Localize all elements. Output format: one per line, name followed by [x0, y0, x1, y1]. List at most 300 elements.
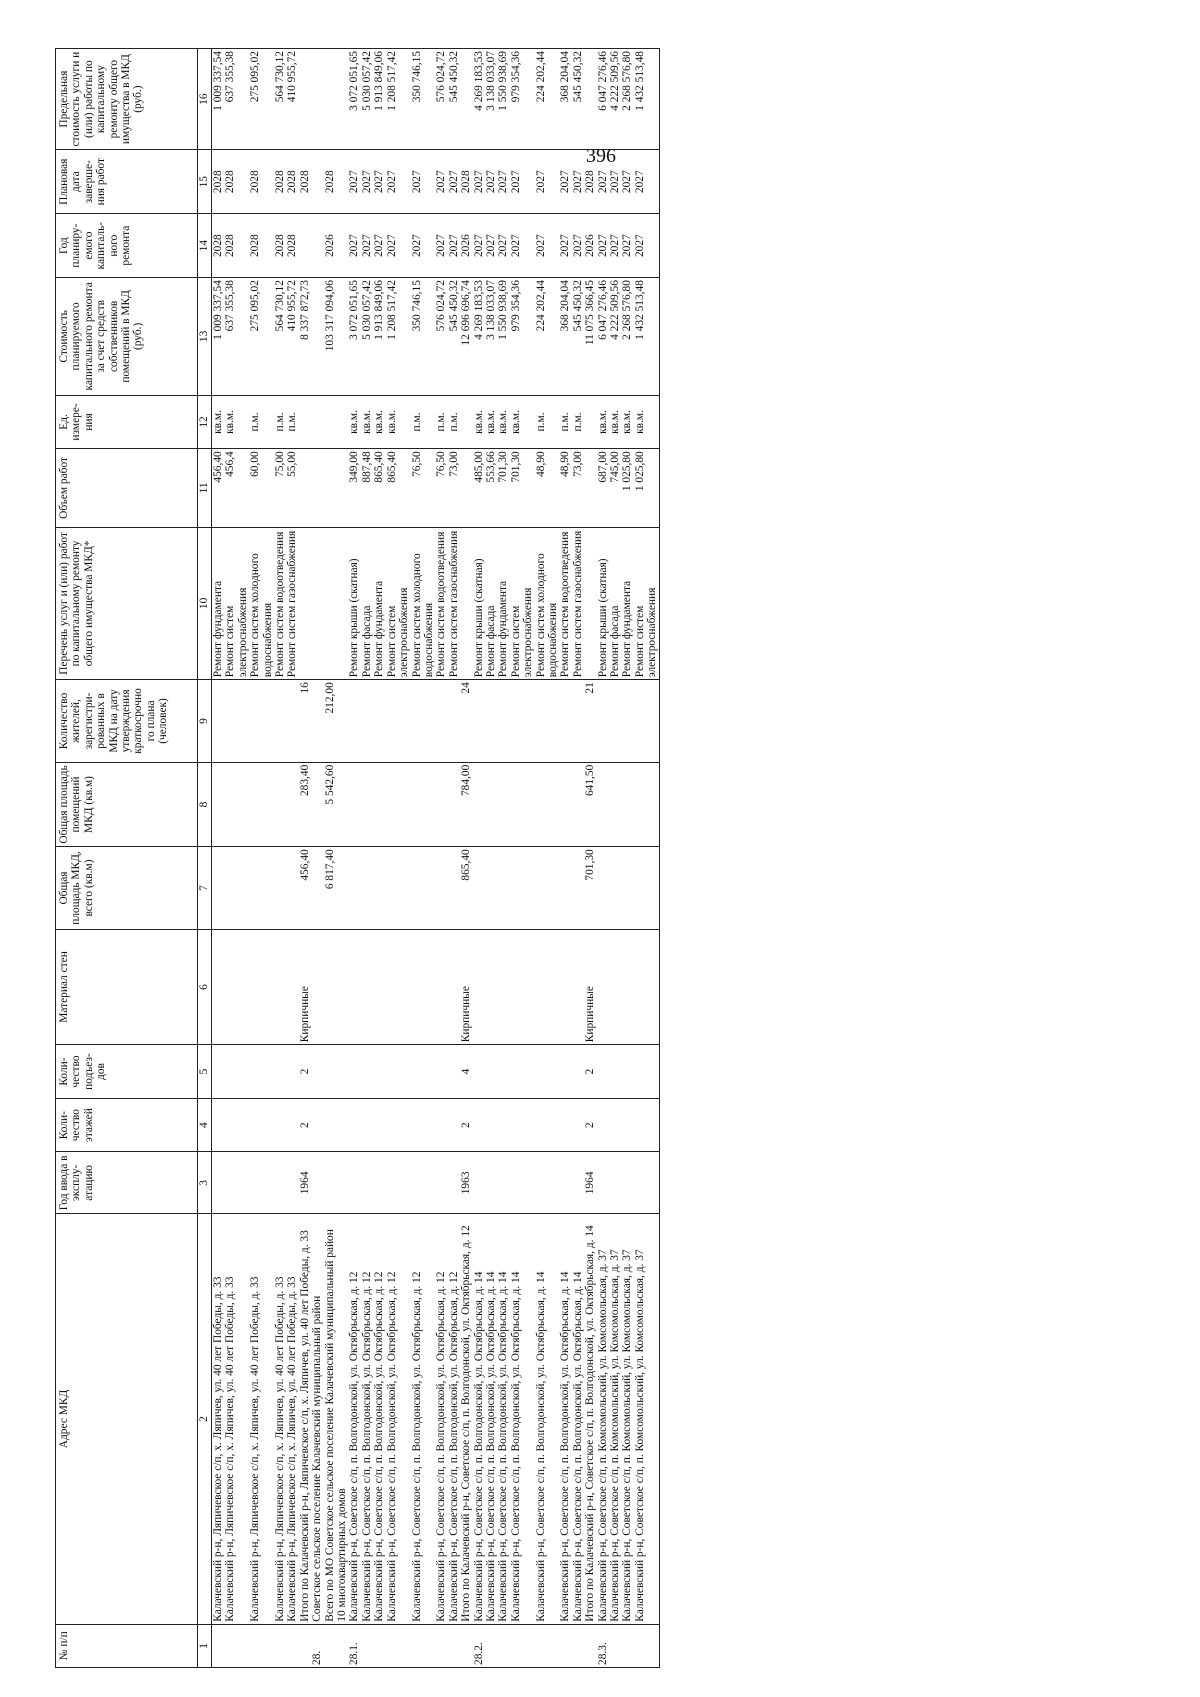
table-cell: 11 075 366,45 [584, 278, 596, 396]
table-cell [597, 1152, 609, 1214]
table-cell: 2 268 576,80 [621, 278, 633, 396]
table-cell: 2027 [510, 214, 535, 278]
table-cell: Ремонт крыши (скатная) [473, 527, 485, 680]
table-cell [373, 680, 385, 762]
table-cell: 545 450,32 [572, 49, 584, 150]
table-cell [336, 395, 348, 449]
table-cell [311, 395, 323, 449]
table-cell [510, 680, 535, 762]
table-cell [448, 1098, 460, 1152]
table-cell: 4 269 183,53 [473, 49, 485, 150]
table-cell: 701,30 [584, 847, 596, 929]
table-cell [435, 929, 447, 1044]
table-cell [535, 1098, 560, 1152]
table-cell [361, 847, 373, 929]
table-cell [597, 847, 609, 929]
table-cell: Ремонт фундамента [373, 527, 385, 680]
table-row [386, 49, 411, 1668]
table-cell: 2028 [460, 150, 472, 214]
table-cell [336, 1098, 348, 1152]
table-cell [311, 1045, 323, 1099]
table-cell [336, 49, 348, 150]
table-cell: 456,4 [224, 449, 249, 527]
table-cell [435, 1152, 447, 1214]
table-cell [559, 1098, 571, 1152]
table-cell [274, 1624, 286, 1667]
table-cell [336, 150, 348, 214]
table-cell: Калачевский р-н, Ляпичевское с/п, х. Ляпичев, ул. 40 лет Победы, д. 33 [212, 1214, 225, 1624]
table-cell: 6 047 276,46 [597, 49, 609, 150]
table-cell [311, 449, 323, 527]
table-cell [274, 1152, 286, 1214]
table-row [274, 49, 286, 1668]
table-cell [249, 1045, 274, 1099]
table-cell [224, 762, 249, 847]
table-cell [497, 1152, 509, 1214]
table-cell [286, 762, 298, 847]
column-number: 5 [198, 1045, 212, 1099]
table-cell [634, 1152, 659, 1214]
table-cell: п.м. [435, 395, 447, 449]
table-cell: 275 095,02 [249, 49, 274, 150]
table-cell: Ремонт фундамента [212, 527, 225, 680]
table-cell: 545 450,32 [448, 49, 460, 150]
table-cell: 28.3. [597, 1624, 609, 1667]
table-cell [386, 762, 411, 847]
table-cell [473, 1098, 485, 1152]
table-cell [497, 1624, 509, 1667]
table-body [212, 49, 660, 1668]
table-cell [584, 395, 596, 449]
table-cell: 2027 [572, 214, 584, 278]
table-cell: 73,00 [572, 449, 584, 527]
table-cell: Кирпичные [584, 929, 596, 1044]
table-cell [299, 214, 311, 278]
table-cell: 1 009 337,54 [212, 278, 225, 396]
table-row [460, 49, 472, 1668]
table-cell: 16 [299, 680, 311, 762]
column-header: Количество жителей, зарегистри-рованных в МКД на дату утверждения краткосрочно го плана (человек) [56, 680, 198, 762]
table-cell: 701,30 [497, 449, 509, 527]
table-cell [348, 1152, 360, 1214]
table-cell: 1 550 938,69 [497, 49, 509, 150]
table-cell [448, 1045, 460, 1099]
column-number: 1 [198, 1624, 212, 1667]
table-row [559, 49, 571, 1668]
table-cell: Калачевский р-н, Советское с/п, п. Волгодонской, ул. Октябрьская, д. 12 [348, 1214, 360, 1624]
table-row [535, 49, 560, 1668]
table-cell: 76,50 [411, 449, 436, 527]
table-row [448, 49, 460, 1668]
table-cell [485, 847, 497, 929]
table-cell [224, 1045, 249, 1099]
table-cell [373, 1152, 385, 1214]
table-cell: 2028 [286, 214, 298, 278]
table-cell: Ремонт систем электроснабжения [634, 527, 659, 680]
table-cell [212, 847, 225, 929]
table-cell: 2027 [510, 150, 535, 214]
column-header: Объем работ [56, 449, 198, 527]
table-cell [460, 449, 472, 527]
table-cell: п.м. [411, 395, 436, 449]
table-cell [348, 929, 360, 1044]
table-cell: 564 730,12 [274, 49, 286, 150]
table-cell [609, 680, 621, 762]
table-row [249, 49, 274, 1668]
table-cell [497, 1045, 509, 1099]
table-cell [336, 847, 348, 929]
table-cell [336, 214, 348, 278]
table-cell: 2028 [324, 150, 336, 214]
table-cell [535, 680, 560, 762]
table-row [473, 49, 485, 1668]
table-cell: 8 337 872,73 [299, 278, 311, 396]
table-cell: 1 025,80 [634, 449, 659, 527]
table-cell [411, 1624, 436, 1667]
table-cell: 2028 [224, 214, 249, 278]
table-cell: Советское сельское поселение Калачевский муниципальный район [311, 1214, 323, 1624]
table-cell: 3 138 033,07 [485, 49, 497, 150]
column-header: Общая площадь МКД, всего (кв.м) [56, 847, 198, 929]
table-cell: Калачевский р-н, Советское с/п, п. Волгодонской, ул. Октябрьская, д. 12 [386, 1214, 411, 1624]
table-cell [559, 762, 571, 847]
table-cell: 224 202,44 [535, 278, 560, 396]
table-cell: Калачевский р-н, Ляпичевское с/п, х. Ляпичев, ул. 40 лет Победы, д. 33 [274, 1214, 286, 1624]
table-cell [473, 680, 485, 762]
table-cell: 2028 [286, 150, 298, 214]
table-cell [435, 762, 447, 847]
table-cell [411, 1152, 436, 1214]
table-cell [448, 1152, 460, 1214]
table-cell: Калачевский р-н, Советское с/п, п. Волгодонской, ул. Октябрьская, д. 12 [411, 1214, 436, 1624]
table-cell: 4 222 509,56 [609, 49, 621, 150]
table-cell: 1 208 517,42 [386, 278, 411, 396]
table-cell: 485,00 [473, 449, 485, 527]
table-cell [634, 847, 659, 929]
column-number: 13 [198, 278, 212, 396]
table-cell [373, 762, 385, 847]
table-cell [274, 929, 286, 1044]
table-cell: Калачевский р-н, Советское с/п, п. Комсомольский, ул. Комсомольская, д. 37 [634, 1214, 659, 1624]
table-cell [411, 1098, 436, 1152]
table-cell [286, 680, 298, 762]
table-cell: п.м. [535, 395, 560, 449]
table-cell: 545 450,32 [572, 278, 584, 396]
table-cell [324, 49, 336, 150]
table-cell [299, 1624, 311, 1667]
table-cell [373, 1098, 385, 1152]
table-cell [311, 527, 323, 680]
table-cell: 5 030 057,42 [361, 49, 373, 150]
table-cell: 2026 [584, 214, 596, 278]
table-cell: 2027 [621, 214, 633, 278]
table-cell [311, 1152, 323, 1214]
table-cell [373, 929, 385, 1044]
table-cell [572, 929, 584, 1044]
table-cell [336, 449, 348, 527]
table-cell [435, 1045, 447, 1099]
table-cell: 75,00 [274, 449, 286, 527]
table-cell: Калачевский р-н, Советское с/п, п. Волгодонской, ул. Октябрьская, д. 14 [497, 1214, 509, 1624]
capital-repair-table [55, 48, 660, 1668]
table-cell [485, 762, 497, 847]
table-cell: 350 746,15 [411, 49, 436, 150]
table-cell [249, 680, 274, 762]
table-cell [348, 1045, 360, 1099]
table-cell [224, 847, 249, 929]
table-cell: Калачевский р-н, Ляпичевское с/п, х. Ляпичев, ул. 40 лет Победы, д. 33 [286, 1214, 298, 1624]
table-cell: Ремонт систем газоснабжения [286, 527, 298, 680]
table-cell [559, 847, 571, 929]
table-cell [497, 680, 509, 762]
table-cell [621, 762, 633, 847]
table-cell: Калачевский р-н, Советское с/п, п. Комсомольский, ул. Комсомольская, д. 37 [597, 1214, 609, 1624]
table-cell: 701,30 [510, 449, 535, 527]
table-cell: п.м. [286, 395, 298, 449]
table-cell: Ремонт систем электроснабжения [510, 527, 535, 680]
table-cell [324, 1152, 336, 1214]
table-cell: Ремонт систем электроснабжения [386, 527, 411, 680]
table-cell: 2027 [497, 214, 509, 278]
table-cell [212, 1098, 225, 1152]
column-header: Адрес МКД [56, 1214, 198, 1624]
table-cell: п.м. [274, 395, 286, 449]
table-cell: 2 [584, 1045, 596, 1099]
column-number: 8 [198, 762, 212, 847]
table-cell [286, 847, 298, 929]
table-cell: 28.2. [473, 1624, 485, 1667]
table-cell [609, 1098, 621, 1152]
table-cell [435, 847, 447, 929]
table-cell [485, 1045, 497, 1099]
table-cell: 1 550 938,69 [497, 278, 509, 396]
table-cell [572, 680, 584, 762]
table-row [311, 49, 323, 1668]
column-header: Материал стен [56, 929, 198, 1044]
column-header: Год ввода в эксплу-атацию [56, 1152, 198, 1214]
table-cell: 2027 [411, 214, 436, 278]
table-cell [224, 929, 249, 1044]
table-cell [299, 449, 311, 527]
table-cell [212, 929, 225, 1044]
table-cell: 2028 [224, 150, 249, 214]
table-row [572, 49, 584, 1668]
table-cell [212, 1624, 225, 1667]
table-cell [621, 1624, 633, 1667]
column-header: Стоимость планируемого капитального ремонта за счет средств собственников помещений в МКД (руб.) [56, 278, 198, 396]
table-cell: 2028 [249, 150, 274, 214]
table-cell [609, 1624, 621, 1667]
table-cell [361, 1152, 373, 1214]
table-cell: Ремонт систем электроснабжения [224, 527, 249, 680]
column-number: 9 [198, 680, 212, 762]
table-cell: 1 913 849,06 [373, 278, 385, 396]
table-cell [572, 1624, 584, 1667]
table-cell [311, 680, 323, 762]
table-cell: 2027 [535, 214, 560, 278]
table-cell: 2 [460, 1098, 472, 1152]
table-cell: 2027 [497, 150, 509, 214]
table-cell [435, 1624, 447, 1667]
table-cell [572, 1045, 584, 1099]
table-cell [597, 1098, 609, 1152]
table-cell: Всего по МО Советское сельское поселение Калачевский муниципальный район [324, 1214, 336, 1624]
table-cell [311, 214, 323, 278]
table-cell [361, 680, 373, 762]
table-cell [311, 49, 323, 150]
column-header: Коли-чество этажей [56, 1098, 198, 1152]
table-cell: Калачевский р-н, Советское с/п, п. Волгодонской, ул. Октябрьская, д. 12 [435, 1214, 447, 1624]
table-cell: 212,00 [324, 680, 336, 762]
table-cell: 456,40 [212, 449, 225, 527]
page-number: 396 [586, 145, 616, 167]
table-cell: Ремонт фундамента [497, 527, 509, 680]
table-cell: Ремонт фундамента [621, 527, 633, 680]
table-cell [584, 449, 596, 527]
table-cell [634, 1624, 659, 1667]
table-cell [473, 1045, 485, 1099]
table-cell: 2027 [361, 214, 373, 278]
table-cell [609, 929, 621, 1044]
table-cell [621, 929, 633, 1044]
table-cell: 2027 [621, 150, 633, 214]
table-cell: 2027 [572, 150, 584, 214]
table-cell [249, 847, 274, 929]
table-cell [411, 762, 436, 847]
table-cell: 48,90 [535, 449, 560, 527]
table-cell: Калачевский р-н, Советское с/п, п. Комсомольский, ул. Комсомольская, д. 37 [609, 1214, 621, 1624]
table-cell: 5 542,60 [324, 762, 336, 847]
table-cell [361, 1045, 373, 1099]
table-cell: кв.м. [497, 395, 509, 449]
table-cell: 349,00 [348, 449, 360, 527]
table-row [584, 49, 596, 1668]
table-cell [386, 1045, 411, 1099]
table-cell [311, 150, 323, 214]
table-cell: 1 009 337,54 [212, 49, 225, 150]
table-cell: 2028 [249, 214, 274, 278]
table-cell [435, 680, 447, 762]
table-cell [572, 1152, 584, 1214]
table-cell: Ремонт систем холодного водоснабжения [411, 527, 436, 680]
table-cell: 55,00 [286, 449, 298, 527]
table-cell: 576 024,72 [435, 278, 447, 396]
table-cell: кв.м. [634, 395, 659, 449]
table-cell [473, 929, 485, 1044]
table-cell [621, 1098, 633, 1152]
table-cell [535, 762, 560, 847]
table-row [212, 49, 225, 1668]
table-cell [473, 847, 485, 929]
table-cell [535, 929, 560, 1044]
table-cell [324, 527, 336, 680]
column-number: 16 [198, 49, 212, 150]
table-cell [348, 1098, 360, 1152]
table-cell: 1 913 849,06 [373, 49, 385, 150]
table-cell [497, 1098, 509, 1152]
table-cell: 1 432 513,48 [634, 49, 659, 150]
table-cell [485, 1624, 497, 1667]
table-cell [597, 762, 609, 847]
column-number-row [198, 49, 212, 1668]
table-cell [386, 847, 411, 929]
table-cell: Ремонт систем водоотведения [435, 527, 447, 680]
column-header: Плановая дата заверше-ния работ [56, 150, 198, 214]
table-cell: Ремонт фасада [485, 527, 497, 680]
table-cell [460, 395, 472, 449]
table-row [609, 49, 621, 1668]
table-cell [559, 1045, 571, 1099]
table-cell [299, 395, 311, 449]
table-cell [535, 1045, 560, 1099]
table-cell: п.м. [572, 395, 584, 449]
table-cell: 2 [584, 1098, 596, 1152]
table-cell: кв.м. [373, 395, 385, 449]
table-cell: 2028 [584, 150, 596, 214]
table-cell [485, 1152, 497, 1214]
table-row [497, 49, 509, 1668]
table-cell [249, 929, 274, 1044]
column-number: 6 [198, 929, 212, 1044]
table-cell [336, 1045, 348, 1099]
table-cell [324, 1045, 336, 1099]
column-number: 3 [198, 1152, 212, 1214]
table-cell: кв.м. [510, 395, 535, 449]
table-row [286, 49, 298, 1668]
table-cell [224, 1624, 249, 1667]
table-cell: кв.м. [597, 395, 609, 449]
table-cell [274, 847, 286, 929]
rotated-table-container [55, 48, 1200, 1668]
table-cell: 6 047 276,46 [597, 278, 609, 396]
table-cell: кв.м. [621, 395, 633, 449]
column-number: 15 [198, 150, 212, 214]
table-cell: 368 204,04 [559, 278, 571, 396]
table-cell: 2027 [411, 150, 436, 214]
table-cell [510, 929, 535, 1044]
table-cell: 12 696 696,74 [460, 278, 472, 396]
table-cell: 2027 [559, 214, 571, 278]
column-header: Ед. измере-ния [56, 395, 198, 449]
table-cell: 48,90 [559, 449, 571, 527]
table-cell: 576 024,72 [435, 49, 447, 150]
table-cell: Калачевский р-н, Ляпичевское с/п, х. Ляпичев, ул. 40 лет Победы, д. 33 [249, 1214, 274, 1624]
table-cell [324, 1624, 336, 1667]
table-cell: 1 025,80 [621, 449, 633, 527]
table-cell: кв.м. [224, 395, 249, 449]
table-cell [286, 1098, 298, 1152]
column-number: 11 [198, 449, 212, 527]
table-cell: Ремонт систем водоотведения [274, 527, 286, 680]
table-cell: 2 [299, 1098, 311, 1152]
table-cell [597, 1045, 609, 1099]
table-cell [249, 1098, 274, 1152]
table-cell: кв.м. [361, 395, 373, 449]
table-cell: Калачевский р-н, Советское с/п, п. Волгодонской, ул. Октябрьская, д. 12 [373, 1214, 385, 1624]
table-cell [299, 527, 311, 680]
table-cell: 2027 [348, 214, 360, 278]
table-cell: 745,00 [609, 449, 621, 527]
table-cell [386, 929, 411, 1044]
table-cell: Калачевский р-н, Советское с/п, п. Волгодонской, ул. Октябрьская, д. 14 [510, 1214, 535, 1624]
table-cell [411, 680, 436, 762]
table-row [299, 49, 311, 1668]
table-cell [559, 680, 571, 762]
table-cell: 10 многоквартирных домов [336, 1214, 348, 1624]
table-cell [621, 680, 633, 762]
table-cell: Калачевский р-н, Советское с/п, п. Волгодонской, ул. Октябрьская, д. 14 [473, 1214, 485, 1624]
table-cell [373, 1045, 385, 1099]
